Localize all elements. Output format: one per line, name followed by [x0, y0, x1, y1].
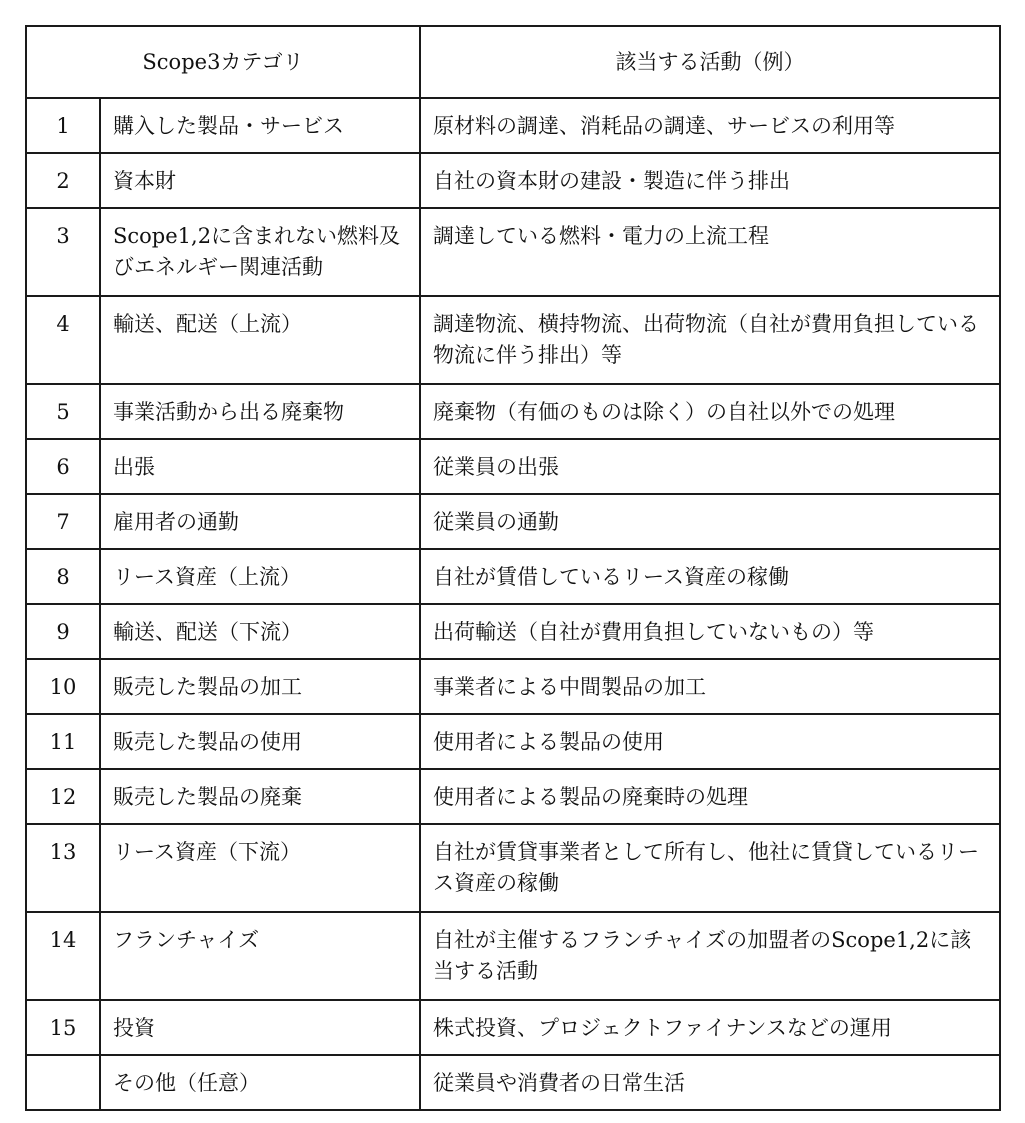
scope3-category-table — [25, 25, 1001, 1111]
category-number: 4 — [26, 296, 100, 384]
header-scope3-category: Scope3カテゴリ — [26, 26, 420, 98]
activity-example: 自社の資本財の建設・製造に伴う排出 — [420, 153, 1000, 208]
category-number: 6 — [26, 439, 100, 494]
activity-example: 出荷輸送（自社が費用負担していないもの）等 — [420, 604, 1000, 659]
category-number: 7 — [26, 494, 100, 549]
category-name: 事業活動から出る廃棄物 — [100, 384, 420, 439]
category-name: Scope1,2に含まれない燃料及びエネルギー関連活動 — [100, 208, 420, 296]
category-number: 9 — [26, 604, 100, 659]
category-name: 投資 — [100, 1000, 420, 1055]
header-activity-example: 該当する活動（例） — [420, 26, 1000, 98]
category-name: 出張 — [100, 439, 420, 494]
category-name: 販売した製品の加工 — [100, 659, 420, 714]
table-row — [26, 384, 1000, 439]
table-row — [26, 98, 1000, 153]
category-number: 11 — [26, 714, 100, 769]
category-name: 資本財 — [100, 153, 420, 208]
category-name: 雇用者の通勤 — [100, 494, 420, 549]
activity-example: 使用者による製品の廃棄時の処理 — [420, 769, 1000, 824]
category-name: フランチャイズ — [100, 912, 420, 1000]
activity-example: 原材料の調達、消耗品の調達、サービスの利用等 — [420, 98, 1000, 153]
category-number: 1 — [26, 98, 100, 153]
table-row — [26, 604, 1000, 659]
table-row — [26, 769, 1000, 824]
table-row — [26, 494, 1000, 549]
activity-example: 調達している燃料・電力の上流工程 — [420, 208, 1000, 296]
category-number: 10 — [26, 659, 100, 714]
activity-example: 従業員の出張 — [420, 439, 1000, 494]
activity-example: 使用者による製品の使用 — [420, 714, 1000, 769]
table-header-row — [26, 26, 1000, 98]
category-number: 12 — [26, 769, 100, 824]
category-name: リース資産（下流） — [100, 824, 420, 912]
category-number: 2 — [26, 153, 100, 208]
category-number: 13 — [26, 824, 100, 912]
category-name: 購入した製品・サービス — [100, 98, 420, 153]
activity-example: 従業員の通勤 — [420, 494, 1000, 549]
category-number: 15 — [26, 1000, 100, 1055]
category-name: リース資産（上流） — [100, 549, 420, 604]
table-row — [26, 1000, 1000, 1055]
table-row — [26, 659, 1000, 714]
category-name: その他（任意） — [100, 1055, 420, 1110]
category-name: 販売した製品の廃棄 — [100, 769, 420, 824]
table-row — [26, 296, 1000, 384]
activity-example: 調達物流、横持物流、出荷物流（自社が費用負担している物流に伴う排出）等 — [420, 296, 1000, 384]
category-name: 輸送、配送（上流） — [100, 296, 420, 384]
category-name: 販売した製品の使用 — [100, 714, 420, 769]
activity-example: 従業員や消費者の日常生活 — [420, 1055, 1000, 1110]
activity-example: 自社が賃借しているリース資産の稼働 — [420, 549, 1000, 604]
category-number: 8 — [26, 549, 100, 604]
activity-example: 廃棄物（有価のものは除く）の自社以外での処理 — [420, 384, 1000, 439]
activity-example: 株式投資、プロジェクトファイナンスなどの運用 — [420, 1000, 1000, 1055]
category-number: 5 — [26, 384, 100, 439]
table-row — [26, 1055, 1000, 1110]
table-row — [26, 549, 1000, 604]
table-row — [26, 912, 1000, 1000]
activity-example: 自社が賃貸事業者として所有し、他社に賃貸しているリース資産の稼働 — [420, 824, 1000, 912]
category-number: 3 — [26, 208, 100, 296]
category-number — [26, 1055, 100, 1110]
activity-example: 事業者による中間製品の加工 — [420, 659, 1000, 714]
table-row — [26, 208, 1000, 296]
table-row — [26, 153, 1000, 208]
table-row — [26, 439, 1000, 494]
table-row — [26, 824, 1000, 912]
category-number: 14 — [26, 912, 100, 1000]
activity-example: 自社が主催するフランチャイズの加盟者のScope1,2に該当する活動 — [420, 912, 1000, 1000]
category-name: 輸送、配送（下流） — [100, 604, 420, 659]
table-row — [26, 714, 1000, 769]
